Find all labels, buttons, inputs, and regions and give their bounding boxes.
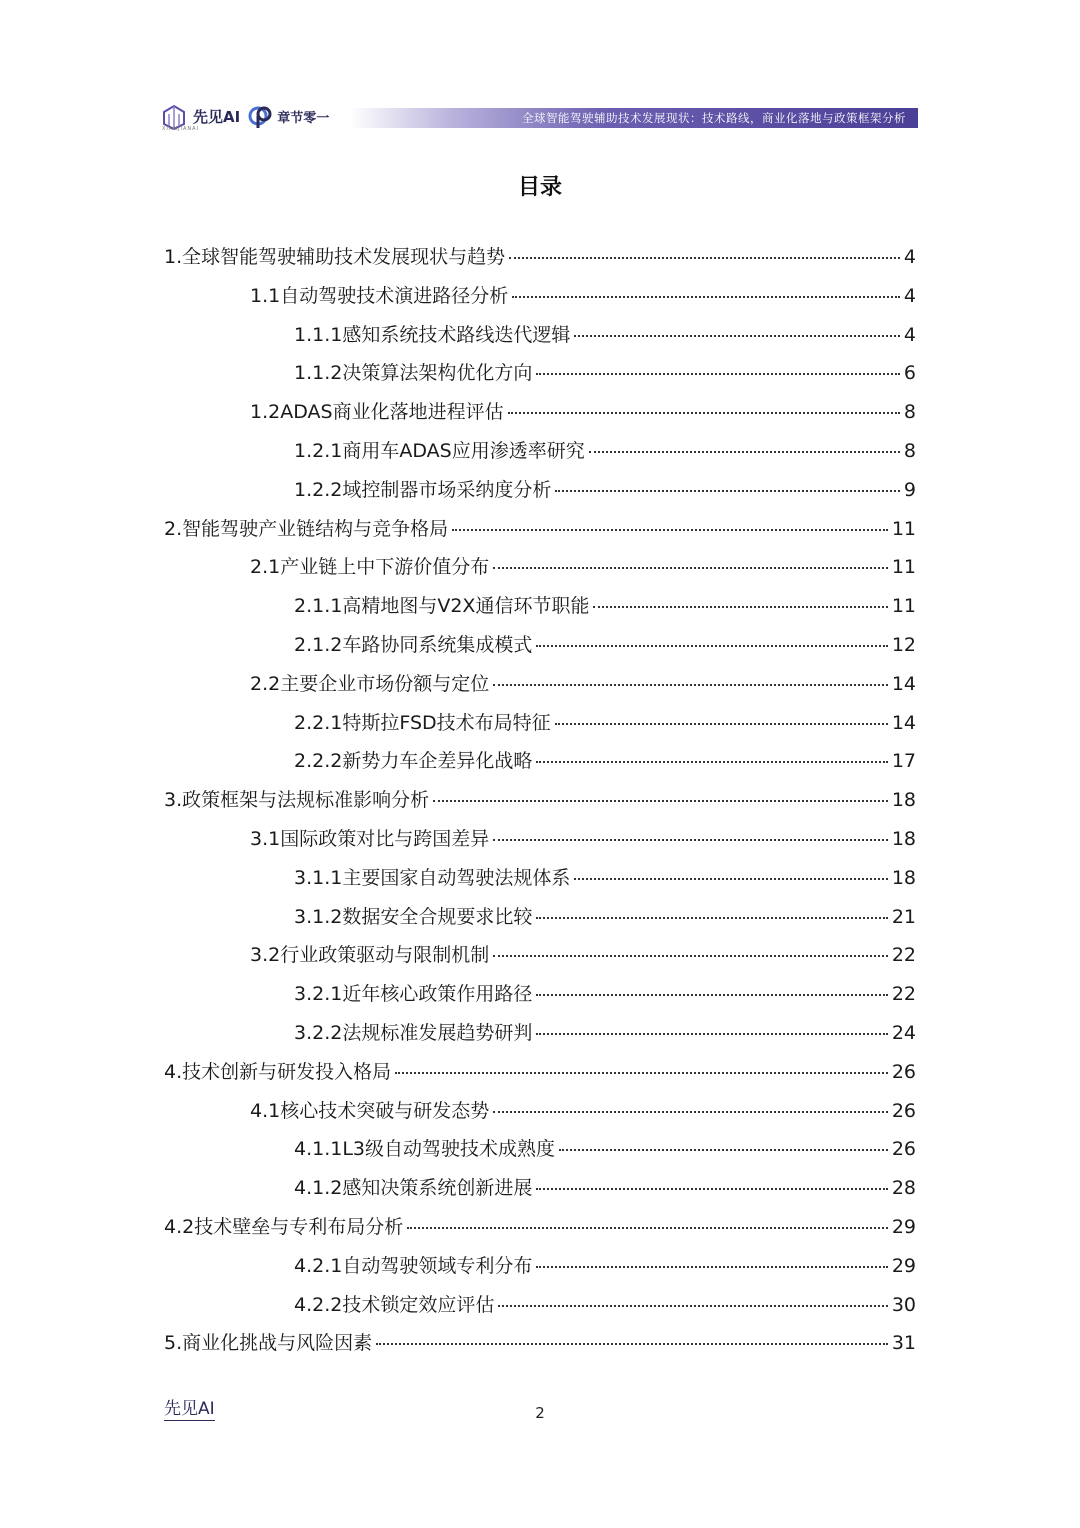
toc-entry-label: 3.2行业政策驱动与限制机制 [250, 944, 490, 967]
toc-entry[interactable] [164, 514, 916, 544]
toc-entry-label: 2.1.2车路协同系统集成模式 [294, 634, 533, 656]
toc-entry[interactable] [164, 1212, 916, 1242]
toc-entry[interactable] [164, 785, 916, 815]
page-header [160, 100, 918, 132]
toc-entry-page: 8 [903, 401, 916, 424]
toc-entry-page: 18 [891, 789, 916, 812]
toc-entry-page: 28 [891, 1177, 916, 1200]
toc-dot-leader [407, 1227, 888, 1229]
toc-entry-label: 4.2技术壁垒与专利布局分析 [164, 1216, 404, 1238]
toc-entry[interactable] [250, 397, 916, 427]
toc-entry-page: 17 [891, 750, 916, 773]
toc-entry-page: 12 [891, 634, 916, 656]
toc-entry-page: 22 [891, 944, 916, 967]
toc-entry-page: 26 [891, 1138, 916, 1161]
logo-zhangjie-text: 章节零一 [277, 110, 330, 126]
toc-entry-label: 3.2.2法规标准发展趋势研判 [294, 1022, 533, 1044]
toc-entry[interactable] [294, 358, 916, 388]
toc-dot-leader [536, 994, 887, 996]
toc-entry-label: 1.2.1商用车ADAS应用渗透率研究 [294, 440, 585, 462]
toc-dot-leader [493, 955, 888, 957]
toc-entry[interactable] [294, 902, 916, 932]
toc-dot-leader [395, 1072, 888, 1074]
toc-entry[interactable] [250, 281, 916, 311]
toc-entry-page: 4 [903, 284, 916, 307]
toc-entry[interactable] [294, 591, 916, 621]
toc-dot-leader [509, 257, 900, 259]
toc-entry-page: 31 [891, 1332, 916, 1355]
toc-entry[interactable] [164, 1057, 916, 1087]
toc-entry[interactable] [294, 1251, 916, 1281]
toc-entry-page: 11 [891, 556, 916, 579]
toc-entry-label: 2.智能驾驶产业链结构与竞争格局 [164, 517, 449, 540]
toc-entry-label: 4.1.2感知决策系统创新进展 [294, 1177, 533, 1200]
toc-entry-page: 11 [891, 517, 916, 540]
toc-entry[interactable] [294, 320, 916, 350]
toc-dot-leader [493, 684, 888, 686]
toc-entry-label: 4.2.1自动驾驶领域专利分布 [294, 1254, 533, 1277]
toc-entry-page: 29 [891, 1254, 916, 1277]
toc-dot-leader [536, 917, 887, 919]
toc-entry-label: 4.技术创新与研发投入格局 [164, 1060, 392, 1083]
toc-entry[interactable] [294, 863, 916, 893]
toc-dot-leader [512, 296, 900, 298]
page-title: 目录 [517, 175, 562, 200]
toc-dot-leader [559, 1149, 888, 1151]
toc-entry-label: 4.1核心技术突破与研发态势 [250, 1099, 490, 1122]
toc-entry[interactable] [294, 746, 916, 776]
toc-dot-leader [589, 451, 900, 453]
toc-dot-leader [452, 529, 888, 531]
toc-entry-page: 11 [891, 595, 916, 618]
toc-entry[interactable] [294, 1018, 916, 1048]
toc-entry[interactable] [294, 630, 916, 660]
toc-entry-page: 14 [891, 711, 916, 734]
toc-entry-page: 14 [891, 672, 916, 695]
toc-entry[interactable] [294, 708, 916, 738]
toc-entry-page: 21 [891, 905, 916, 928]
toc-dot-leader [498, 1305, 887, 1307]
toc-entry-page: 9 [903, 478, 916, 501]
toc-entry[interactable] [294, 1173, 916, 1203]
toc-dot-leader [536, 761, 887, 763]
toc-entry[interactable] [294, 1290, 916, 1320]
toc-entry-label: 1.1.1感知系统技术路线迭代逻辑 [294, 323, 571, 346]
toc-entry-label: 2.2主要企业市场份额与定位 [250, 672, 490, 695]
toc-entry-label: 2.1产业链上中下游价值分布 [250, 556, 490, 579]
toc-entry-label: 5.商业化挑战与风险因素 [164, 1332, 373, 1355]
toc-entry-label: 1.全球智能驾驶辅助技术发展现状与趋势 [164, 246, 506, 268]
toc-entry[interactable] [294, 475, 916, 505]
toc-entry-page: 22 [891, 983, 916, 1006]
toc-dot-leader [493, 839, 888, 841]
toc-entry[interactable] [250, 824, 916, 854]
toc-entry-page: 26 [891, 1099, 916, 1122]
toc-entry-label: 4.1.1L3级自动驾驶技术成熟度 [294, 1138, 556, 1161]
toc-dot-leader [536, 1033, 887, 1035]
toc-entry-label: 1.2ADAS商业化落地进程评估 [250, 401, 504, 424]
toc-entry[interactable] [250, 940, 916, 970]
toc-entry-label: 1.1.2决策算法架构优化方向 [294, 362, 533, 385]
toc-entry-label: 1.1自动驾驶技术演进路径分析 [250, 284, 509, 307]
page-number: 2 [535, 1404, 545, 1422]
toc-entry[interactable] [164, 242, 916, 272]
logo-xianjian-text: 先见AI [193, 107, 241, 126]
banner-title: 全球智能驾驶辅助技术发展现状：技术路线，商业化落地与政策框架分析 [522, 111, 906, 125]
toc-entry-label: 2.2.2新势力车企差异化战略 [294, 750, 533, 773]
logo-subtitle: XIANJIANAI [162, 126, 200, 132]
footer-logo: 先见AI [164, 1399, 215, 1419]
toc-entry[interactable] [294, 979, 916, 1009]
toc-dot-leader [574, 878, 887, 880]
toc-dot-leader [493, 567, 888, 569]
toc-entry-label: 3.政策框架与法规标准影响分析 [164, 789, 430, 812]
toc-entry-label: 2.2.1特斯拉FSD技术布局特征 [294, 711, 551, 734]
toc-entry-label: 3.2.1近年核心政策作用路径 [294, 983, 533, 1006]
toc-entry-label: 4.2.2技术锁定效应评估 [294, 1293, 495, 1316]
toc-entry-label: 3.1国际政策对比与跨国差异 [250, 828, 490, 850]
toc-entry-label: 3.1.1主要国家自动驾驶法规体系 [294, 866, 571, 889]
toc-dot-leader [593, 606, 887, 608]
toc-entry[interactable] [250, 1096, 916, 1126]
toc-entry-page: 26 [891, 1060, 916, 1083]
toc-entry[interactable] [250, 552, 916, 582]
toc-entry-page: 4 [903, 323, 916, 346]
toc-entry[interactable] [250, 669, 916, 699]
toc-dot-leader [508, 412, 900, 414]
toc-entry[interactable] [294, 1134, 916, 1164]
toc-dot-leader [536, 1188, 887, 1190]
toc-dot-leader [433, 800, 888, 802]
toc-dot-leader [574, 335, 900, 337]
toc-entry[interactable] [294, 436, 916, 466]
toc-dot-leader [493, 1111, 888, 1113]
toc-entry-page: 24 [891, 1022, 916, 1044]
zhangjie-logo-icon [248, 103, 274, 129]
toc-entry-page: 29 [891, 1216, 916, 1238]
toc-dot-leader [376, 1343, 888, 1345]
toc-entry-label: 3.1.2数据安全合规要求比较 [294, 905, 533, 928]
toc-dot-leader [536, 1266, 887, 1268]
toc-entry-page: 4 [903, 246, 916, 268]
toc-entry-label: 2.1.1高精地图与V2X通信环节职能 [294, 595, 590, 618]
toc-dot-leader [536, 373, 900, 375]
toc-entry[interactable] [164, 1328, 916, 1358]
toc-dot-leader [555, 723, 888, 725]
toc-entry-page: 8 [903, 440, 916, 462]
toc-entry-page: 18 [891, 828, 916, 850]
header-banner [350, 108, 918, 128]
toc-dot-leader [555, 490, 900, 492]
toc-entry-page: 18 [891, 866, 916, 889]
toc-entry-page: 30 [891, 1293, 916, 1316]
toc-dot-leader [536, 645, 887, 647]
toc-entry-page: 6 [903, 362, 916, 385]
toc-entry-label: 1.2.2域控制器市场采纳度分析 [294, 478, 552, 501]
